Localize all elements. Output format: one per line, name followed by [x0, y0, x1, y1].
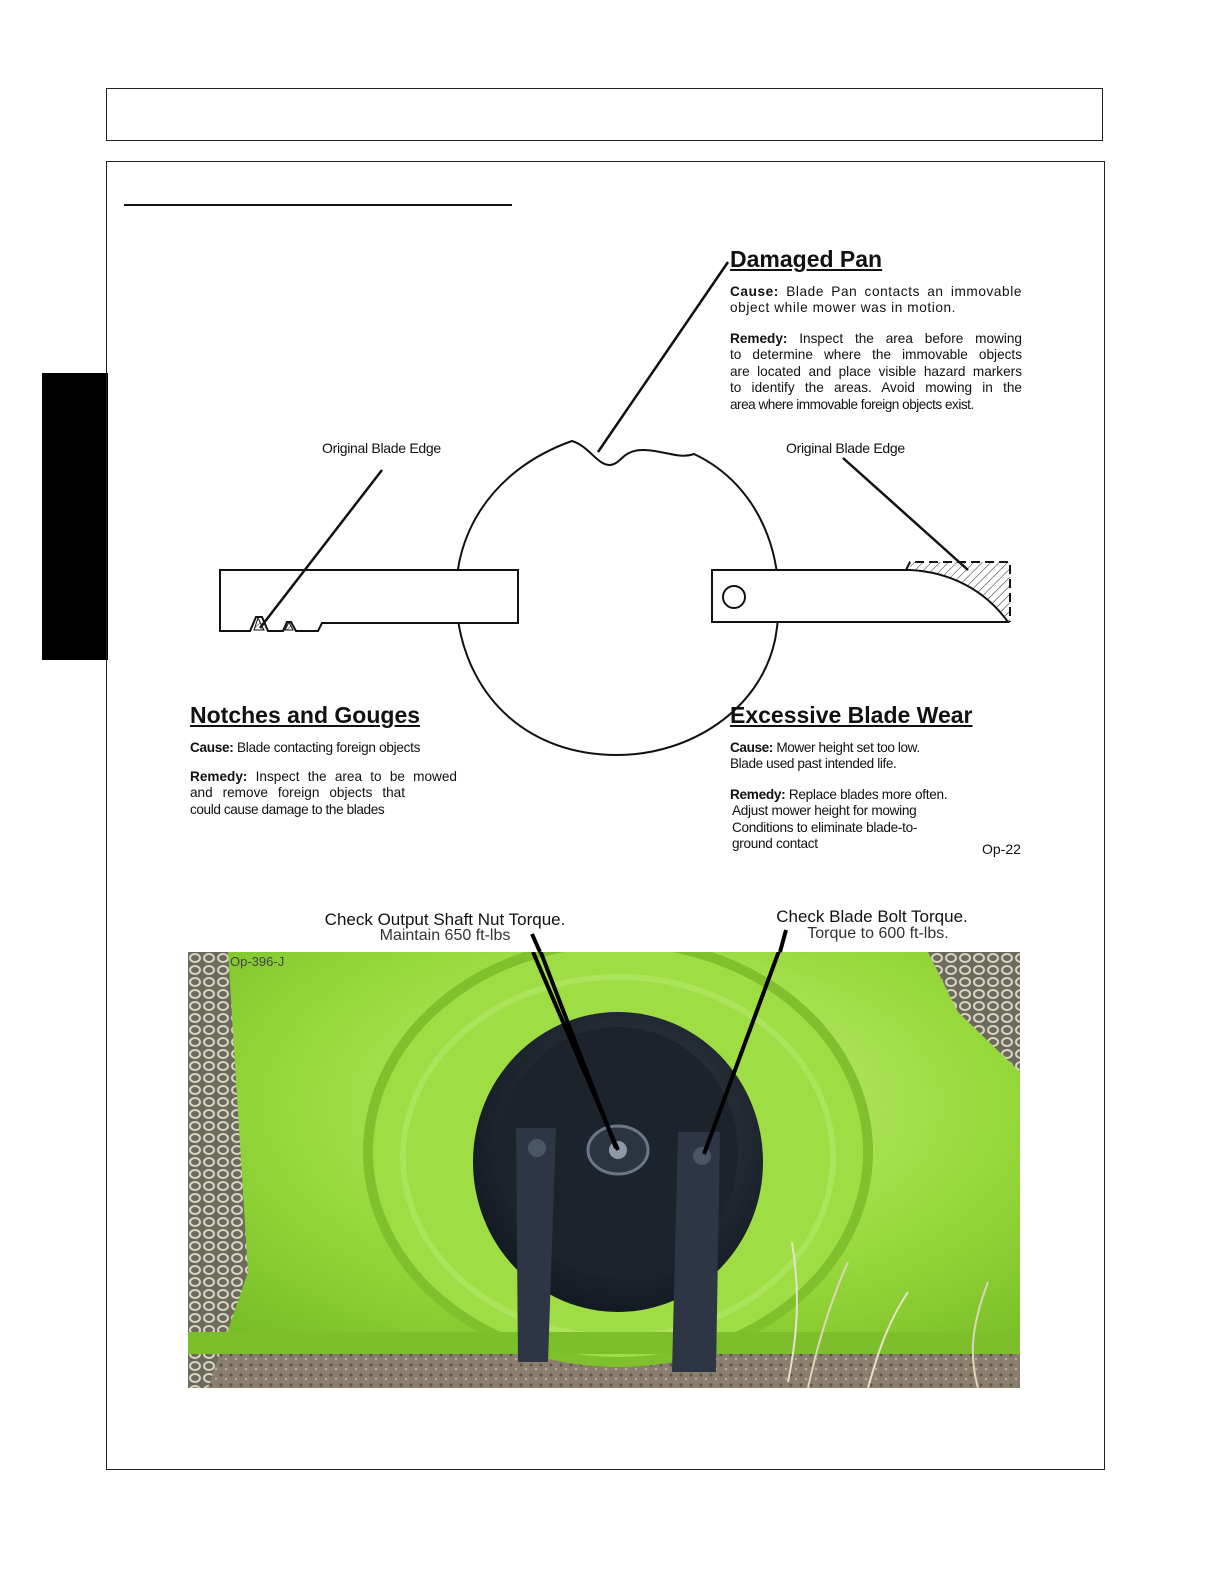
notches-heading: Notches and Gouges: [190, 702, 421, 728]
photo-code-label: Op-396-J: [230, 954, 285, 969]
remedy-label: Remedy:: [730, 787, 786, 802]
remedy-line: and remove foreign objects that: [190, 785, 405, 801]
cause-text: Blade contacting foreign objects: [237, 740, 421, 755]
remedy-line: ground contact: [732, 836, 818, 852]
damaged-pan-heading: Damaged Pan: [730, 246, 883, 272]
mower-underside-photo: [188, 952, 1020, 1388]
remedy-label: Remedy:: [730, 331, 788, 346]
callout-output-shaft-sub: Maintain 650 ft-lbs: [379, 927, 511, 944]
cause-label: Cause:: [730, 284, 779, 299]
remedy-line: Inspect the area before mowing: [799, 331, 1022, 346]
cause-text: Blade Pan contacts an immovable object while mower was in motion.: [730, 284, 1022, 316]
remedy-line: could cause damage to the blades: [190, 801, 385, 817]
cause-label: Cause:: [190, 740, 234, 755]
remedy-line: to determine where the immovable objects: [730, 347, 1022, 363]
blade-wear-heading: Excessive Blade Wear: [730, 702, 973, 728]
remedy-line: area where immovable foreign objects exist.: [730, 396, 974, 412]
cause-label: Cause:: [730, 740, 773, 755]
remedy-line: Adjust mower height for mowing: [732, 803, 917, 819]
cause-line: Blade used past intended life.: [730, 756, 897, 772]
original-blade-edge-label-right: Original Blade Edge: [786, 440, 905, 456]
callout-output-shaft-title: Check Output Shaft Nut Torque.: [324, 910, 566, 929]
remedy-line: Replace blades more often.: [788, 787, 948, 802]
callout-blade-bolt-title: Check Blade Bolt Torque.: [776, 907, 968, 926]
original-blade-edge-label-left: Original Blade Edge: [322, 440, 441, 456]
remedy-line: Conditions to eliminate blade-to-: [732, 819, 918, 835]
remedy-line: to identify the areas. Avoid mowing in the: [730, 380, 1022, 396]
figure-code-op22: Op-22: [982, 841, 1021, 857]
cause-line: Mower height set too low.: [776, 740, 920, 755]
mower-photo-illustration: [188, 952, 1020, 1388]
callout-blade-bolt-sub: Torque to 600 ft-lbs.: [807, 925, 949, 942]
remedy-label: Remedy:: [190, 769, 248, 784]
remedy-line: are located and place visible hazard markers: [730, 363, 1022, 379]
remedy-line: Inspect the area to be mowed: [255, 769, 457, 784]
